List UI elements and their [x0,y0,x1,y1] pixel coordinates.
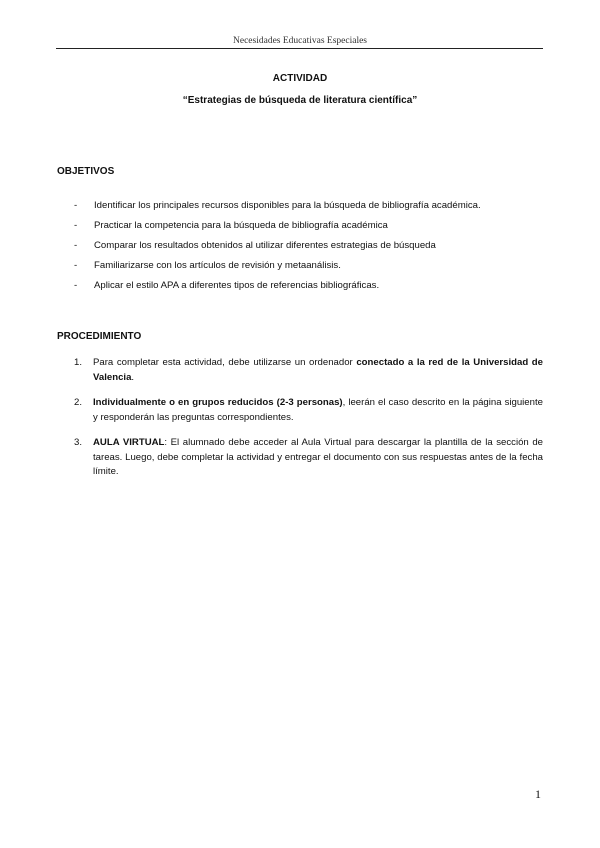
dash-bullet: - [74,220,78,231]
header-rule [56,48,543,49]
objective-text: Familiarizarse con los artículos de revisión y metaanálisis. [94,260,341,271]
step-bold-text: AULA VIRTUAL [93,437,165,448]
procedure-step [70,436,543,480]
dash-bullet: - [74,260,78,271]
procedure-step [70,356,543,385]
step-text-end: . [131,371,135,383]
step-text: Para completar esta actividad, debe utilizarse un ordenador [93,357,357,368]
objective-text: Aplicar el estilo APA a diferentes tipos de referencias bibliográficas. [94,280,380,291]
objective-item [70,260,550,280]
step-bold-text: Individualmente o en grupos reducidos (2-3 personas) [93,397,343,408]
step-number: 1. [74,357,83,368]
running-header: Necesidades Educativas Especiales [233,36,367,46]
objective-item [70,220,550,240]
objective-text: Comparar los resultados obtenidos al utilizar diferentes estrategias de búsqueda [94,240,436,251]
dash-bullet: - [74,280,78,291]
procedure-list [70,356,543,491]
dash-bullet: - [74,200,78,211]
objective-text: Identificar los principales recursos disponibles para la búsqueda de bibliografía académica. [94,200,481,211]
step-text-end: , leerán el caso descrito en la página siguiente y responderán las preguntas correspondientes. [93,397,543,423]
step-number: 3. [74,437,83,448]
procedure-heading: PROCEDIMIENTO [57,331,142,342]
objective-text: Practicar la competencia para la búsqueda de bibliografía académica [94,220,388,231]
step-text-end: : El alumnado debe acceder al Aula Virtual para descargar la plantilla de la sección de tareas. Luego, debe completar la actividad y entregar el documento con sus respuestas antes de la fecha límite. [93,437,543,477]
step-number: 2. [74,397,83,408]
objective-item [70,240,550,260]
dash-bullet: - [74,240,78,251]
objectives-heading: OBJETIVOS [57,166,115,177]
step-bold-text: conectado a la red de la Universidad de Valencia [93,357,543,383]
document-title: ACTIVIDAD [272,73,328,84]
objective-item [70,280,550,300]
objective-item [70,200,550,220]
page-number: 1 [535,787,541,801]
procedure-step [70,396,543,425]
objectives-list [70,200,550,300]
document-subtitle: “Estrategias de búsqueda de literatura científica” [182,95,418,106]
